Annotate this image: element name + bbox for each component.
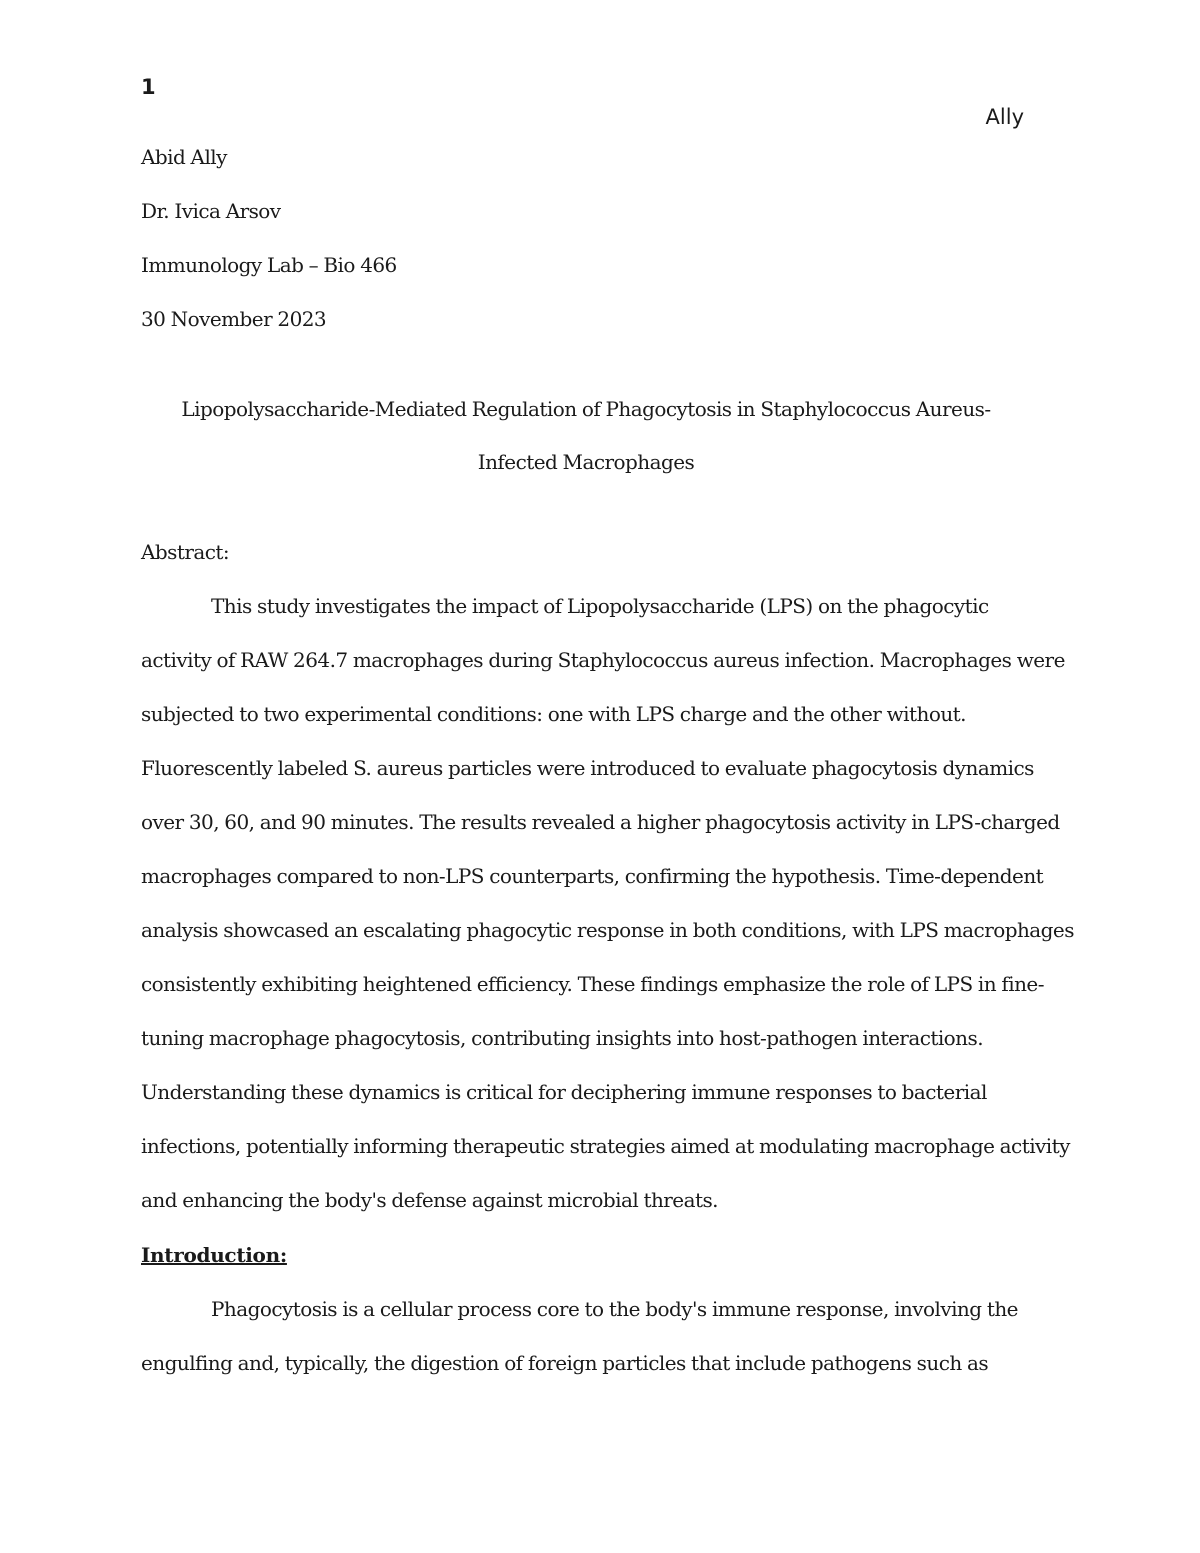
abstract-line: Understanding these dynamics is critical for deciphering immune responses to bacterial <box>141 1080 987 1104</box>
title-line-1: Lipopolysaccharide-Mediated Regulation of Phagocytosis in Staphylococcus Aureus- <box>181 397 991 421</box>
abstract-line: activity of RAW 264.7 macrophages during Staphylococcus aureus infection. Macrophages were <box>141 648 1065 672</box>
title-line-2: Infected Macrophages <box>477 450 695 474</box>
abstract-line: analysis showcased an escalating phagocytic response in both conditions, with LPS macrophages <box>141 918 1074 942</box>
author-name: Abid Ally <box>141 145 227 169</box>
course-name: Immunology Lab – Bio 466 <box>141 253 397 277</box>
date: 30 November 2023 <box>141 307 327 331</box>
abstract-line: over 30, 60, and 90 minutes. The results revealed a higher phagocytosis activity in LPS-charged <box>141 810 1060 834</box>
introduction-line: Phagocytosis is a cellular process core to the body's immune response, involving the <box>211 1297 1018 1321</box>
introduction-heading: Introduction: <box>141 1243 287 1267</box>
abstract-line: infections, potentially informing therapeutic strategies aimed at modulating macrophage activity <box>141 1134 1070 1158</box>
abstract-line: subjected to two experimental conditions: one with LPS charge and the other without. <box>141 702 966 726</box>
introduction-line: engulfing and, typically, the digestion of foreign particles that include pathogens such as <box>141 1351 989 1375</box>
running-head: Ally <box>985 105 1024 129</box>
abstract-line: and enhancing the body's defense against microbial threats. <box>141 1188 718 1212</box>
abstract-label: Abstract: <box>141 540 230 564</box>
abstract-line: This study investigates the impact of Lipopolysaccharide (LPS) on the phagocytic <box>211 594 989 618</box>
abstract-line: macrophages compared to non-LPS counterparts, confirming the hypothesis. Time-dependent <box>141 864 1044 888</box>
abstract-line: consistently exhibiting heightened efficiency. These findings emphasize the role of LPS in fine- <box>141 972 1044 996</box>
abstract-line: Fluorescently labeled S. aureus particles were introduced to evaluate phagocytosis dynamics <box>141 756 1034 780</box>
page-number: 1 <box>141 75 156 99</box>
abstract-line: tuning macrophage phagocytosis, contributing insights into host-pathogen interactions. <box>141 1026 984 1050</box>
instructor-name: Dr. Ivica Arsov <box>141 199 281 223</box>
